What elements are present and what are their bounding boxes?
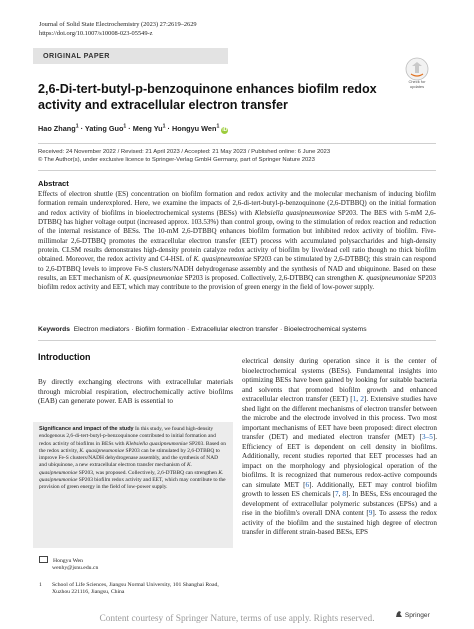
author-list [38,124,228,134]
check-updates-text [398,80,436,89]
affiliation-number: 1 [39,582,42,588]
abstract-text: SP203 biofilm redox activity and EET, which may contribute to the provision of green energy in the field of low-power supply. [38,274,437,292]
significance-body: SP203 can be stimulated by 2,6-DTBBQ to improve Fe-S clusters/NADH dehydrogenase assembly, and the synthesis of NAD and ubiquinone, a new extracellular electron transfer mechanism of [39,447,220,469]
doi-link[interactable]: https://doi.org/10.1007/s10008-023-05549-z [39,30,153,37]
organism-name: K. quasipneumoniae [193,255,252,264]
corresponding-author [39,556,98,572]
citation-link[interactable]: 3–5 [422,433,433,441]
article-type-banner [33,48,228,64]
citation-link[interactable]: 7 [335,490,339,498]
organism-name: K. quasipneumoniae [357,274,416,283]
contact-email[interactable]: wenhy@jsnu.edu.cn [52,565,99,572]
author-name[interactable]: Yating Guo [84,124,124,133]
citation-link[interactable]: 6 [305,480,310,489]
orcid-icon[interactable]: iD [222,127,228,133]
significance-label: Significance and impact of the study [39,426,134,432]
significance-body: In this study, we found high-density endogenous 2,6-di-tert-butyl-p-benzoquinone contributed to initial formation and redox activity of biofilms in BESs with [39,426,216,447]
envelope-icon [39,556,48,563]
contact-name: Hongyu Wen [53,558,83,564]
check-updates-line2: updates [409,83,425,89]
article-type-label: ORIGINAL PAPER [43,51,110,60]
body-text: ]. Efficiency of EET is dependent on cell density in biofilms. Additionally, recent studies reported that EET processes had an impact on the morphology and physiological operation of the biofilms. It is recognized that numerous redox-active compounds can simulate MET [ [242,433,437,489]
author-name[interactable]: Hongyu Wen [171,124,217,133]
body-text: ]. Extensive studies have shed light on the different mechanisms of electron transfer between the microbe and the electrode involved in this process. Two most important mechanisms of EET have been proposed: direct electron transfer (DET) and mediated electron transfer (MET) [ [242,395,438,441]
significance-body: SP203 biofilm redox activity and EET, which may contribute to the provision of green energy in the field of low-power supply. [39,477,226,491]
author-separator: · [165,124,172,133]
body-text: ]. To assess the redox activity of the biofilm and the sustained high degree of electron transfer in different strain-based BESs, EPS [242,509,437,536]
body-text: electrical density during operation since it is the center of bioelectrochemical systems (BESs). Fundamental insights into optimizing BESs have been gained by looking for suitable bacteria and solvents that promoted biofilm growth and enhanced extracellular electron transfer (EET) [ [242,357,437,403]
affiliation-marker: 1 [216,123,220,130]
organism-name: K. quasipneumoniae [124,274,183,283]
organism-name: Klebsiella quasipneumoniae [254,208,336,217]
organism-name: K. quasipneumoniae [39,469,224,484]
check-for-updates-badge[interactable] [405,57,429,81]
publication-dates: Received: 24 November 2022 / Revised: 21 April 2023 / Accepted: 21 May 2023 / Published online: 6 June 2023 [38,149,331,155]
affiliation [39,582,229,596]
citation-link[interactable]: 2 [360,395,364,403]
affiliation-marker: 1 [75,123,79,130]
body-text: ]. In BESs, ESs encouraged the development of extracellular polymeric substances (EPSs) and a rise in the biofilm's overall DNA content [ [242,490,437,517]
abstract-text: SP203 is proposed. Collectively, 2,6-DTBBQ can strengthen [182,274,358,283]
publisher-name: Springer [404,612,430,619]
journal-citation: Journal of Solid State Electrochemistry (2023) 27:2619–2629 [39,21,197,28]
abstract-heading: Abstract [38,179,69,188]
divider [38,340,436,341]
organism-name: Klebsiella quasipneumoniae [125,440,188,447]
author-name[interactable]: Meng Yu [132,124,163,133]
organism-name: K. quasipneumoniae [39,462,192,476]
keywords-label: Keywords [38,326,70,333]
citation-link[interactable]: 9 [368,509,373,517]
introduction-heading: Introduction [38,352,91,362]
check-updates-icon [405,57,429,81]
author-separator: · [78,124,85,133]
affiliation-text: School of Life Sciences, Jiangsu Normal University, 101 Shanghai Road, Xuzhou 221116, Jiangsu, China [52,582,219,596]
introduction-right-column: electrical density during operation since it is the center of bioelectrochemical systems (BESs). Fundamental insights into optimizing BESs have been gained by looking for suitable bacteria and solvents that promoted biofilm growth and enhanced extracellular electron transfer (EET) [1, 2]. Extensive studies have shed light on the different mechanisms of electron transfer between the microbe and the electrode involved in this process. Two most important mechanisms of EET have been proposed: direct electron transfer (DET) and mediated electron transfer (MET) [3–5]. Efficiency of EET is dependent on cell density in biofilms. Additionally, recent studies reported that EET processes had an impact on the morphology and physiological operation of the biofilms. It is recognized that numerous redox-active compounds can simulate MET [6]. Additionally, EET may control biofilm growth to lessen ES chemicals [7, 8]. In BESs, ESs encouraged the development of extracellular polymeric substances (EPSs) and a rise in the biofilm's overall DNA content [9]. To assess the redox activity of the biofilm and the sustained high degree of electron transfer in different strain-based BESs, EPS [242,357,438,536]
introduction-left-column: By directly exchanging electrons with extracellular materials through microbial respiration, electrochemically active biofilms (EAB) can generate power. EAB is essential to [38,378,233,405]
footer-notice: Content courtesy of Springer Nature, terms of use apply. Rights reserved. [99,614,375,624]
significance-body: SP203, was proposed. Collectively, 2,6-DTBBQ can strengthen [77,469,219,476]
abstract-body [38,190,436,293]
article-title: 2,6-Di-tert-butyl-p-benzoquinone enhances biofilm redox activity and extracellular electron transfer [38,82,377,112]
organism-name: K. quasipneumoniae [79,447,125,454]
body-text: ]. Additionally, EET may control biofilm growth to lessen ES chemicals [ [242,480,437,498]
keywords-text: Electron mediators · Biofilm formation · Extracellular electron transfer · Bioelectrochemical systems [73,326,367,333]
citation-link[interactable]: 1 [352,395,357,403]
divider [38,143,436,144]
author-name[interactable]: Hao Zhang [38,124,76,133]
copyright-line: © The Author(s), under exclusive licence to Springer-Verlag GmbH Germany, part of Springer Nature 2023 [38,157,315,163]
abstract-text: SP203. The BES with 5-mM 2,6-DTBBQ has higher voltage output (increased approx. 103.53%) than control group, owing to the stimulation of redox reaction and reduction of the internal resistance of BESs. The 10-mM 2,6-DTBBQ enhances biofilm formation but inhibited redox activity of biofilm. Five-millimolar 2,6-DTBBQ promotes the extracellular electron transfer (EET) process with accumulated polysaccharides and high-density protein. CLSM results demonstrates high-density protein catalyze redox activity of biofilm by live/dead cell ratio though no thick biofilm obtained. Moreover, the redox activity and C4-HSL of [38,208,436,264]
abstract-text: Effects of electron shuttle (ES) concentration on biofilm formation and redox activity and the molecular mechanism of inducing biofilm formation remain underexplored. Here, we examine the impacts of 2,6-di-tert-butyl-p-benzoquinone (2,6-DTBBQ) on the initial formation and redox activity of biofilms in bioelectrochemical systems (BESs) with [38,190,436,217]
author-separator: · [126,124,133,133]
significance-body: SP203. Based on the redox activity, [39,440,226,454]
divider [38,170,436,171]
keywords-line [38,325,436,334]
citation-link[interactable]: 8 [342,490,346,498]
abstract-text: SP203 can be stimulated by 2,6-DTBBQ; this strain can respond to 2,6-DTBBQ levels to improve Fe-S clusters/NADH dehydrogenase assembly and the synthesis of NAD and ubiquinone. Based on these results, an EET mechanism of [38,255,436,283]
affiliation-marker: 1 [123,123,127,130]
significance-text [39,426,227,492]
affiliation-marker: 1 [162,123,166,130]
check-updates-line1: Check for [408,79,426,84]
